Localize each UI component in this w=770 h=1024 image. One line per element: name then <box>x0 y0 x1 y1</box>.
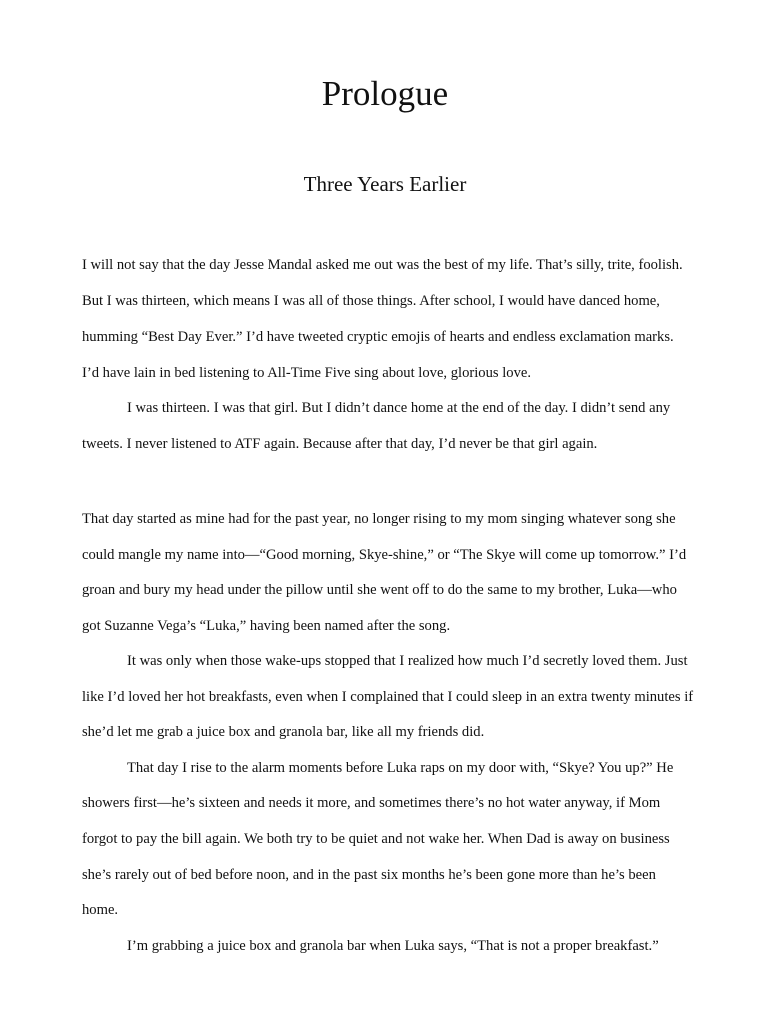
body-line: But I was thirteen, which means I was all of those things. After school, I would have danced home, <box>82 293 660 309</box>
body-line: she’s rarely out of bed before noon, and in the past six months he’s been gone more than he’s been <box>82 867 656 883</box>
body-line: That day started as mine had for the past year, no longer rising to my mom singing whatever song she <box>82 511 676 527</box>
body-line: home. <box>82 902 119 918</box>
body-line: I will not say that the day Jesse Mandal asked me out was the best of my life. That’s silly, trite, foolish. <box>82 257 683 273</box>
body-line: tweets. I never listened to ATF again. Because after that day, I’d never be that girl again. <box>82 436 598 452</box>
body-line: forgot to pay the bill again. We both try to be quiet and not wake her. When Dad is away on business <box>82 831 670 847</box>
body-line: like I’d loved her hot breakfasts, even when I complained that I could sleep in an extra twenty minutes if <box>82 689 694 705</box>
body-line: got Suzanne Vega’s “Luka,” having been named after the song. <box>82 618 451 634</box>
body-line: she’d let me grab a juice box and granola bar, like all my friends did. <box>82 724 485 740</box>
body-line: I was thirteen. I was that girl. But I didn’t dance home at the end of the day. I didn’t send any <box>127 400 671 416</box>
body-line: groan and bury my head under the pillow until she went off to do the same to my brother, Luka—who <box>82 582 677 598</box>
body-line: I’d have lain in bed listening to All-Time Five sing about love, glorious love. <box>82 365 531 381</box>
body-line: It was only when those wake-ups stopped that I realized how much I’d secretly loved them. Just <box>127 653 688 669</box>
body-line: humming “Best Day Ever.” I’d have tweeted cryptic emojis of hearts and endless exclamation marks. <box>82 329 674 345</box>
chapter-title: Prologue <box>321 74 449 113</box>
body-line: could mangle my name into—“Good morning, Skye-shine,” or “The Skye will come up tomorrow.” I’d <box>82 547 687 563</box>
chapter-subtitle: Three Years Earlier <box>303 172 467 196</box>
body-line: I’m grabbing a juice box and granola bar when Luka says, “That is not a proper breakfast.” <box>127 938 659 954</box>
body-line: showers first—he’s sixteen and needs it more, and sometimes there’s no hot water anyway, if Mom <box>82 795 661 811</box>
body-line: That day I rise to the alarm moments before Luka raps on my door with, “Skye? You up?” He <box>127 760 674 776</box>
